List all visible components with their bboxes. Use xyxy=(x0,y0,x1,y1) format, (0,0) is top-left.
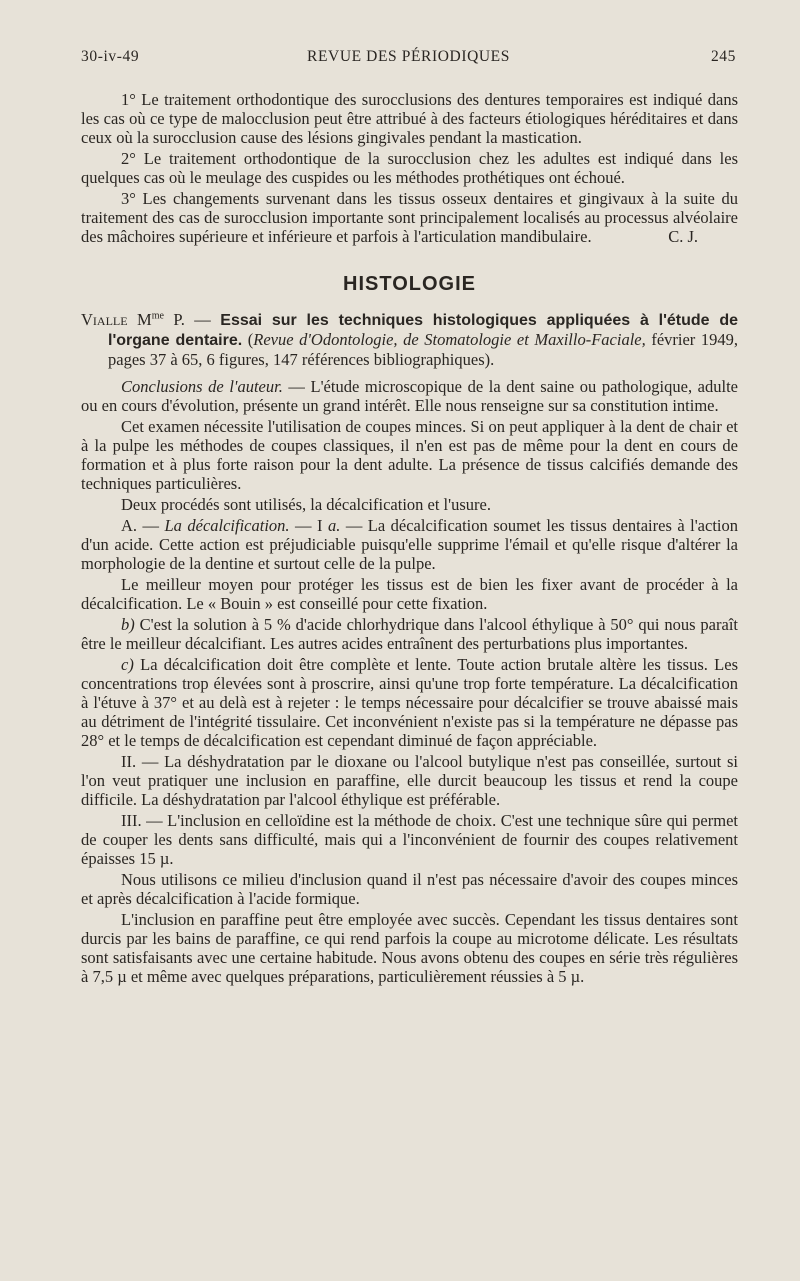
item-b-paragraph xyxy=(81,615,738,653)
paragraph: III. — L'inclusion en celloïdine est la méthode de choix. C'est une technique sûre qui permet de couper les dents sans difficulté, mais qui a l'inconvénient de fournir des coupes relativement épaisses 15 µ. xyxy=(81,811,738,868)
paragraph: Deux procédés sont utilisés, la décalcification et l'usure. xyxy=(121,495,491,514)
intro-paragraph-3-text: 3° Les changements survenant dans les tissus osseux dentaires et gingivaux à la suite du traitement des cas de surocclusion importante sont principalement localisés au processus alvéolaire des mâchoires supérieure et inférieure et parfois à l'articulation mandibulaire. xyxy=(81,189,738,246)
item-c-label: c) xyxy=(121,655,134,674)
intro-signature: C. J. xyxy=(668,227,698,246)
reference-journal: Revue d'Odontologie, de Stomatologie et Maxillo-Faciale, xyxy=(253,330,646,349)
conclusions-paragraph xyxy=(81,377,738,415)
section-a-sub: a. xyxy=(327,516,341,535)
paragraph: II. — La déshydratation par le dioxane ou l'alcool butylique n'est pas conseillée, surtout si l'on veut pratiquer une inclusion en paraffine, elle durcit beaucoup les tissus et rend la coupe difficile. La déshydratation par l'alcool éthylique est préférable. xyxy=(81,752,738,809)
item-b-text: C'est la solution à 5 % d'acide chlorhydrique dans l'alcool éthylique à 50° qui nous paraît être le meilleur décalcifiant. Les autres acides entraînent des perturbations plus importantes. xyxy=(81,615,738,653)
section-a-paragraph xyxy=(81,516,738,573)
reference-author-sup: me xyxy=(151,310,164,322)
bibliographic-reference xyxy=(81,310,738,369)
intro-paragraph-1: 1° Le traitement orthodontique des surocclusions des dentures temporaires est indiqué dans les cas où ce type de malocclusion peut être attribué à des facteurs étiologiques héréditaires et dans ceux où la surocclusion cause des lésions gingivales pendant la mastication. xyxy=(81,90,738,147)
item-c-paragraph xyxy=(81,655,738,750)
paragraph: Cet examen nécessite l'utilisation de coupes minces. Si on peut appliquer à la dent de chair et à la pulpe les méthodes de coupes classiques, il n'en est pas de même pour la dent en cours de formation et à plus forte raison pour la dent adulte. La présence de tissus calcifiés demande des techniques particulières. xyxy=(81,417,738,493)
intro-paragraph-3 xyxy=(81,189,738,246)
header-title: REVUE DES PÉRIODIQUES xyxy=(307,48,510,65)
paragraph: Le meilleur moyen pour protéger les tissus est de bien les fixer avant de procéder à la décalcification. Le « Bouin » est conseillé pour cette fixation. xyxy=(81,575,738,613)
conclusions-text: — L'étude microscopique de la dent saine ou pathologique, adulte ou en cours d'évolution, présente un grand intérêt. Elle nous renseigne sur sa constitution intime. xyxy=(81,377,738,415)
conclusions-label: Conclusions de l'auteur. xyxy=(121,377,283,396)
reference-title: Essai sur les techniques histologiques appliquées à l'étude de l'organe dentaire. xyxy=(108,312,738,349)
page-number: 245 xyxy=(710,48,736,65)
section-a-label: La décalcification. xyxy=(164,516,290,535)
reference-open: ( xyxy=(242,330,254,349)
header-date: 30-iv-49 xyxy=(81,48,140,65)
item-b-label: b) xyxy=(121,615,135,634)
article-body xyxy=(81,90,738,988)
paragraph: L'inclusion en paraffine peut être employée avec succès. Cependant les tissus dentaires sont durcis par les bains de paraffine, ce qui rend parfois la coupe au microtome délicate. Les résultats sont satisfaisants avec une certaine habitude. Nous avons obtenu des coupes en série très régulières à 7,5 µ et même avec quelques préparations, particulièrement réussies à 5 µ. xyxy=(81,910,738,986)
running-header xyxy=(81,48,736,70)
item-c-text: La décalcification doit être complète et lente. Toute action brutale altère les tissus. Les concentrations trop élevées sont à proscrire, ainsi qu'une trop forte température. La décalcification à l'étuve à 37° et au delà est à rejeter : le temps nécessaire pour décalcifier se trouve abaissé mais au détriment de l'intégrité tissulaire. Cet inconvénient n'existe pas si la température ne dépasse pas 28° et le temps de décalcification est cependant diminué de façon appréciable. xyxy=(81,655,738,750)
intro-paragraph-2: 2° Le traitement orthodontique de la surocclusion chez les adultes est indiqué dans les quelques cas où le meulage des cuspides ou les méthodes prothétiques ont échoué. xyxy=(81,149,738,187)
reference-author: Vialle M xyxy=(81,310,152,329)
reference-author-initial: P. — xyxy=(163,310,221,329)
reference-details: février 1949, pages 37 à 65, 6 figures, 147 références bibliographiques). xyxy=(108,330,738,369)
section-a-text: — La décalcification soumet les tissus dentaires à l'action d'un acide. Cette action est préjudiciable puisqu'elle supprime l'émail et qu'elle risque d'altérer la morphologie de la dentine et surtout celle de la pulpe. xyxy=(81,516,738,573)
paragraph: Nous utilisons ce milieu d'inclusion quand il n'est pas nécessaire d'avoir des coupes minces et après décalcification à l'acide formique. xyxy=(81,870,738,908)
section-a-mid: — I xyxy=(289,516,328,535)
section-a-prefix: A. — xyxy=(121,516,165,535)
section-title: HISTOLOGIE xyxy=(343,273,476,295)
